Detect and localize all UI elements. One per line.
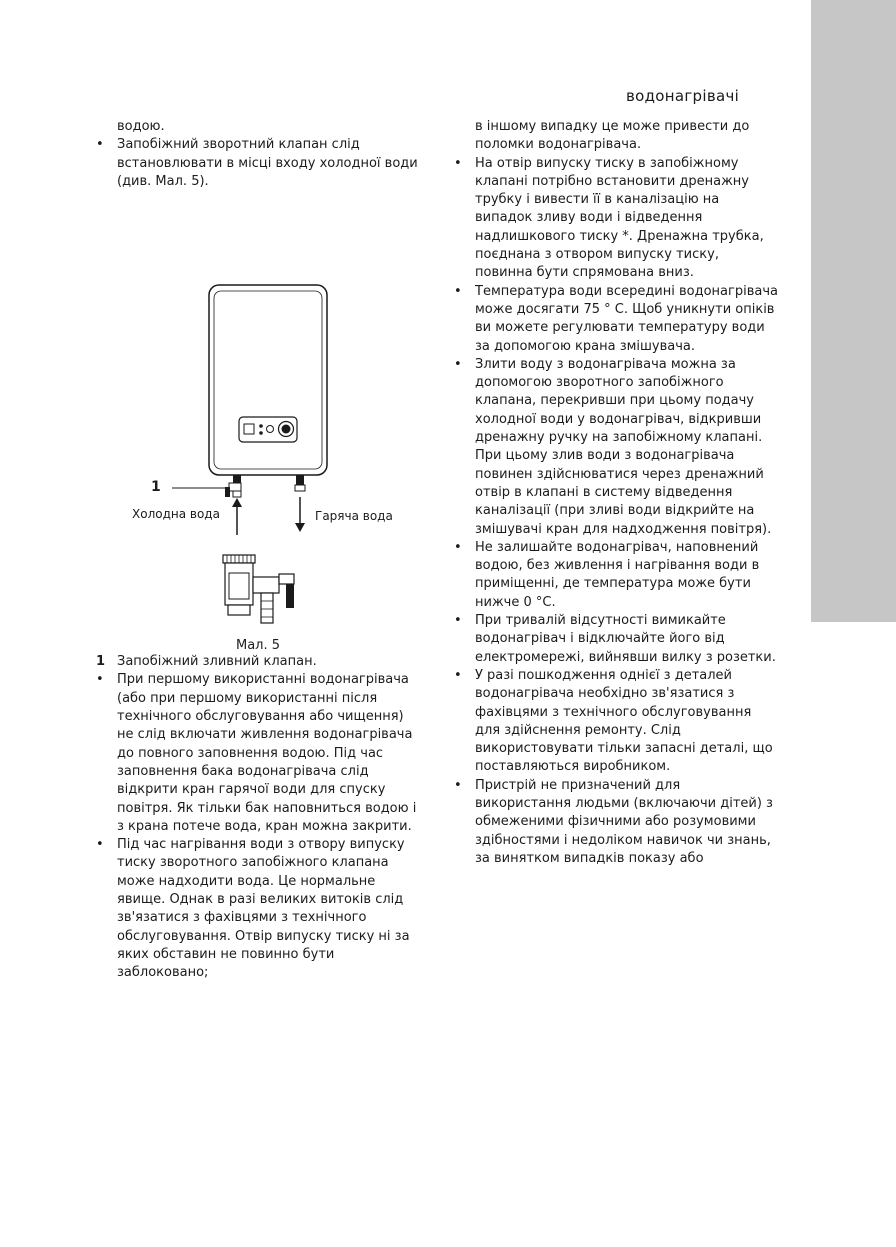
legend-text: Запобіжний зливний клапан. — [117, 654, 317, 670]
safety-valve-body — [229, 483, 241, 491]
hot-outlet-pipe — [296, 475, 304, 485]
bullet-temperature: • Температура води всередині водонагрівача може досягати 75 ° С. Щоб уникнути опіків ви можете регулювати температуру води за допомогою крана змішувача. — [454, 283, 780, 356]
bullet-draining: • Злити воду з водонагрівача можна за допомогою зворотного запобіжного клапана, перекривши при цьому подачу холодної води у водонагрівач, відкривши дренажну ручку на запобіжному клапані. При цьому злив води з водонагрівача повинен здійснюватися через дренажний отвір в клапані в систему відведення каналізації (при зливі води відкрийте на змішувачі кран для надходження повітря). — [454, 356, 780, 539]
hot-water-label: Гаряча вода — [315, 509, 393, 524]
hot-water-arrowhead — [295, 523, 305, 532]
continued-text-right: в іншому випадку це може привести до поломки водонагрівача. — [475, 119, 750, 153]
thermostat-knob-center — [282, 425, 291, 434]
legend-number: 1 — [96, 654, 106, 670]
heater-body — [209, 285, 327, 475]
bullet-drain-tube: • На отвір випуску тиску в запобіжному клапані потрібно встановити дренажну трубку і вивести її в каналізацію на випадок зливу води і відведення надлишкового тиску *. Дренажна трубка, поєднана з отвором випуску тиску, повинна бути спрямована вниз. — [454, 155, 780, 283]
cold-water-label: Холодна вода — [132, 507, 220, 522]
section-title: водонагрівачі — [626, 87, 740, 105]
right-column — [454, 118, 780, 868]
legend-item — [96, 653, 418, 671]
figure-5 — [96, 205, 418, 654]
indicator-dot-2 — [259, 431, 263, 435]
bullet-check-valve: • Запобіжний зворотний клапан слід встановлювати в місці входу холодної води (див. Мал. 5). — [96, 136, 418, 191]
safety-valve-handle — [225, 487, 230, 497]
safety-valve-port — [233, 491, 241, 497]
water-heater-diagram — [96, 205, 418, 635]
left-column — [96, 118, 418, 983]
callout-number: 1 — [151, 479, 161, 496]
side-tab — [811, 0, 896, 622]
cold-water-arrowhead — [232, 498, 242, 507]
bullet-first-use: • При першому використанні водонагрівача (або при першому використанні після технічного обслуговування або чищення) не слід включати живлення водонагрівача до повного заповнення водою. Під час заповнення бака водонагрівача слід відкрити кран гарячої води для спуску повітря. Як тільки бак наповниться водою і з крана потече вода, кран можна закрити. — [96, 671, 418, 836]
figure-caption: Мал. 5 — [236, 638, 281, 654]
hot-outlet-fitting — [295, 485, 305, 491]
bullet-persons: • Пристрій не призначений для використання людьми (включаючи дітей) з обмеженими фізичними або розумовими здібностями і недоліком навичок чи знань, за винятком випадків показу або — [454, 777, 780, 868]
bullet-heating-drip: • Під час нагрівання води з отвору випуску тиску зворотного запобіжного клапана може надходити вода. Це нормальне явище. Однак в разі великих витоків слід зв'язатися з фахівцями з технічного обслуговування. Отвір випуску тиску ні за яких обставин не повинно бути заблоковано; — [96, 836, 418, 982]
continued-text: водою. — [117, 119, 165, 134]
bullet-absence: • При тривалій відсутності вимикайте водонагрівач і відключайте його від електромережі, вийнявши вилку з розетки. — [454, 612, 780, 667]
indicator-dot-1 — [259, 424, 263, 428]
safety-valve-detail — [223, 555, 294, 623]
bullet-frost: • Не залишайте водонагрівач, наповнений водою, без живлення і нагрівання води в приміщенні, де температура може бути нижче 0 °С. — [454, 539, 780, 612]
cold-inlet-pipe — [233, 475, 241, 483]
bullet-damage: • У разі пошкодження однієї з деталей водонагрівача необхідно зв'язатися з фахівцями з технічного обслуговування для здійснення ремонту. Слід використовувати тільки запасні деталі, що поставляються виробником. — [454, 667, 780, 777]
